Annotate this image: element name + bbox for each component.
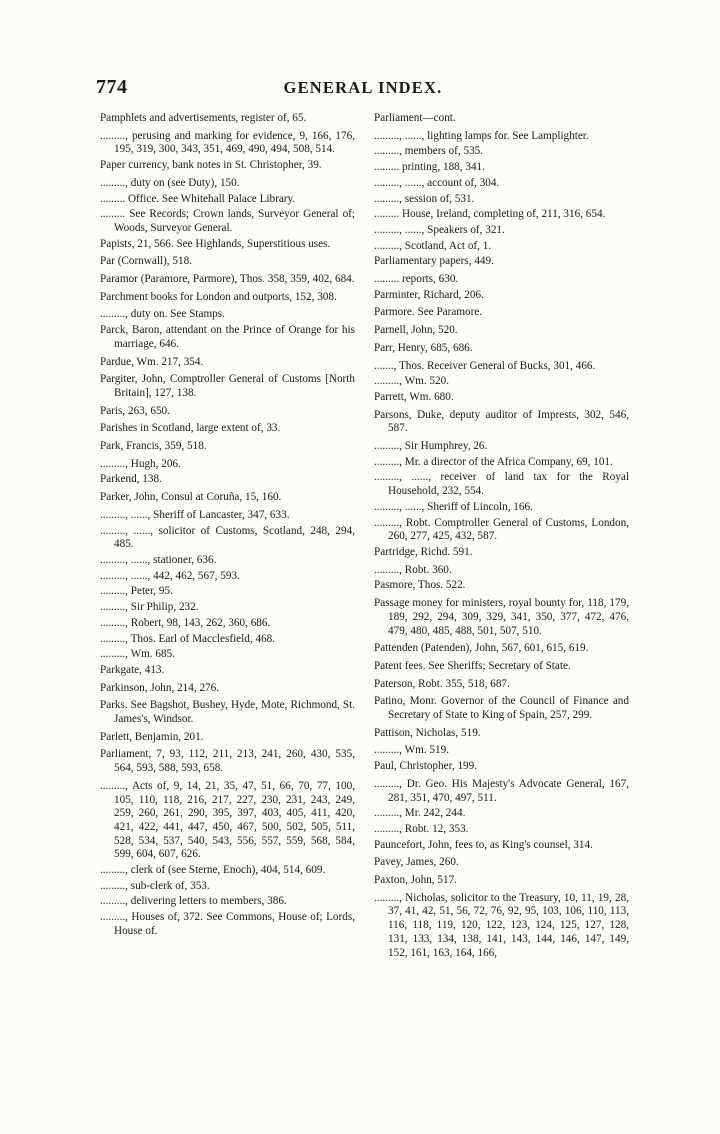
index-entry: ........., Nicholas, solicitor to the Treasury, 10, 11, 19, 28, 37, 41, 42, 51, 56, 72, 76, 92, 95, 103, 106, 110, 113, 116, 118, 119, 120, 122, 123, 124, 125, 127, 128, 131, 133, 134, 138, 141, 143, 144, 146, 147, 149, 152, 161, 163, 164, 166, bbox=[374, 891, 629, 959]
index-entry: ........., Robt. 360. bbox=[374, 563, 452, 576]
index-entry: Parker, John, Consul at Coruña, 15, 160. bbox=[100, 491, 282, 504]
index-entry: ........., Robt. Comptroller General of Customs, London, 260, 277, 425, 432, 587. bbox=[374, 516, 629, 543]
index-entry: ........., ......, lighting lamps for. See Lamplighter. bbox=[374, 129, 589, 142]
index-entry: Paterson, Robt. 355, 518, 687. bbox=[374, 677, 510, 690]
running-title: GENERAL INDEX. bbox=[283, 78, 443, 97]
index-entry: Parck, Baron, attendant on the Prince of Orange for his marriage, 646. bbox=[100, 324, 355, 350]
index-entry: ........., Thos. Earl of Macclesfield, 468. bbox=[100, 632, 276, 645]
index-entry: Paramor (Paramore, Parmore), Thos. 358, 359, 402, 684. bbox=[100, 273, 355, 286]
index-entry: ......... printing, 188, 341. bbox=[374, 161, 485, 174]
index-entry: ........., Wm. 685. bbox=[100, 648, 175, 661]
index-entry: Paris, 263, 650. bbox=[100, 404, 170, 417]
index-entry: Pargiter, John, Comptroller General of Customs [North Britain], 127, 138. bbox=[100, 373, 355, 399]
index-entry: Parkend, 138. bbox=[100, 473, 162, 486]
index-entry: Papists, 21, 566. See Highlands, Superstitious uses. bbox=[100, 237, 331, 250]
index-entry: Parmore. See Paramore. bbox=[374, 306, 483, 319]
index-entry: Patent fees. See Sheriffs; Secretary of State. bbox=[374, 659, 571, 672]
index-entry: Patino, Monr. Governor of the Council of Finance and Secretary of State to King of Spain, 257, 299. bbox=[374, 695, 629, 722]
index-entry: ........., Hugh, 206. bbox=[100, 457, 181, 470]
page-number: 774 bbox=[96, 76, 128, 98]
index-entry: Pamphlets and advertisements, register of, 65. bbox=[100, 112, 307, 124]
index-entry: Parr, Henry, 685, 686. bbox=[374, 341, 473, 354]
index-entry: ......... Office. See Whitehall Palace Library. bbox=[100, 192, 296, 205]
index-entry: ......... House, Ireland, completing of, 211, 316, 654. bbox=[374, 208, 606, 221]
index-entry: Pavey, James, 260. bbox=[374, 856, 459, 869]
index-entry: Pattenden (Patenden), John, 567, 601, 615, 619. bbox=[374, 642, 589, 655]
index-entry: Partridge, Richd. 591. bbox=[374, 545, 473, 558]
index-entry: ........., ......, Speakers of, 321. bbox=[374, 223, 505, 236]
index-entry: Park, Francis, 359, 518. bbox=[100, 440, 207, 453]
index-entry: Parkgate, 413. bbox=[100, 663, 165, 676]
index-entry: ........., members of, 535. bbox=[374, 145, 484, 158]
index-entry: Parnell, John, 520. bbox=[374, 324, 458, 337]
index-entry: ........., Dr. Geo. His Majesty's Advocate General, 167, 281, 351, 470, 497, 511. bbox=[374, 777, 629, 804]
index-entry: Parrett, Wm. 680. bbox=[374, 390, 454, 403]
index-entry: ........., duty on. See Stamps. bbox=[100, 308, 225, 321]
index-entry: ........., Acts of, 9, 14, 21, 35, 47, 51, 66, 70, 77, 100, 105, 110, 118, 216, 217, 227, 230, 231, 243, 249, 259, 260, 261, 290, 395, 397, 403, 405, 411, 420, 421, 422, 441, 447, 450, 467, 500, 502, 505, 511, 528, 534, 537, 540, 543, 556, 557, 559, 568, 584, 599, 604, 607, 626. bbox=[100, 779, 355, 861]
index-entry: ........., ......, solicitor of Customs, Scotland, 248, 294, 485. bbox=[100, 524, 355, 551]
index-entry: ........., Sir Philip, 232. bbox=[100, 601, 199, 614]
index-entry: Passage money for ministers, royal bounty for, 118, 179, 189, 292, 294, 309, 329, 341, 350, 377, 472, 476, 479, 480, 485, 488, 501, 507, 510. bbox=[374, 597, 629, 637]
index-entry: Paper currency, bank notes in St. Christopher, 39. bbox=[100, 159, 322, 172]
index-entry: ........., delivering letters to members, 386. bbox=[100, 895, 287, 908]
index-entry: Parsons, Duke, deputy auditor of Imprests, 302, 546, 587. bbox=[374, 408, 629, 435]
index-entry: ........., clerk of (see Sterne, Enoch), 404, 514, 609. bbox=[100, 864, 326, 877]
index-entry: Pasmore, Thos. 522. bbox=[374, 579, 466, 592]
index-entry: ........., ......, stationer, 636. bbox=[100, 553, 217, 566]
index-entry: Parkinson, John, 214, 276. bbox=[100, 681, 220, 694]
index-entry: ......... reports, 630. bbox=[374, 273, 459, 286]
page-header bbox=[96, 76, 630, 102]
index-entry: ........., Robt. 12, 353. bbox=[374, 822, 469, 835]
index-entry: ........., Wm. 519. bbox=[374, 744, 449, 757]
index-entry: ........., sub-clerk of, 353. bbox=[100, 879, 210, 892]
index-entry: ........., Sir Humphrey, 26. bbox=[374, 440, 488, 453]
index-entry: ........., Scotland, Act of, 1. bbox=[374, 239, 492, 252]
index-entry: ........., ......, 442, 462, 567, 593. bbox=[100, 569, 240, 582]
index-entry: ........., perusing and marking for evidence, 9, 166, 176, 195, 319, 300, 343, 351, 469, 490, 494, 508, 514. bbox=[100, 129, 355, 156]
index-entry: ......., Thos. Receiver General of Bucks, 301, 466. bbox=[374, 359, 596, 372]
index-entry: Parchment books for London and outports, 152, 308. bbox=[100, 290, 337, 303]
index-column-right bbox=[374, 112, 629, 962]
index-column-left bbox=[100, 112, 355, 941]
index-entry: Parminter, Richard, 206. bbox=[374, 288, 484, 301]
index-entry: ........., ......, Sheriff of Lancaster, 347, 633. bbox=[100, 508, 290, 521]
index-entry: ........., ......, receiver of land tax for the Royal Household, 232, 554. bbox=[374, 471, 629, 498]
index-entry: Parliament, 7, 93, 112, 211, 213, 241, 260, 430, 535, 564, 593, 588, 593, 658. bbox=[100, 748, 355, 775]
index-entry: ......... See Records; Crown lands, Surveyor General of; Woods, Surveyor General. bbox=[100, 208, 355, 234]
index-entry: Par (Cornwall), 518. bbox=[100, 255, 192, 268]
index-entry: Parliament—cont. bbox=[374, 112, 456, 124]
index-entry: ........., Wm. 520. bbox=[374, 375, 449, 388]
index-entry: ........., Houses of, 372. See Commons, House of; Lords, House of. bbox=[100, 911, 355, 937]
index-entry: ........., Mr. a director of the Africa Company, 69, 101. bbox=[374, 455, 613, 468]
index-entry: ........., session of, 531. bbox=[374, 192, 475, 205]
index-entry: Paxton, John, 517. bbox=[374, 874, 457, 887]
index-entry: ........., Mr. 242, 244. bbox=[374, 807, 466, 820]
index-entry: ........., ......, account of, 304. bbox=[374, 176, 500, 189]
index-entry: ........., ......, Sheriff of Lincoln, 166. bbox=[374, 500, 533, 513]
index-entry: ........., Robert, 98, 143, 262, 360, 686. bbox=[100, 616, 271, 629]
index-entry: ........., duty on (see Duty), 150. bbox=[100, 176, 240, 189]
index-entry: Parliamentary papers, 449. bbox=[374, 255, 494, 268]
index-entry: Parks. See Bagshot, Bushey, Hyde, Mote, Richmond, St. James's, Windsor. bbox=[100, 699, 355, 726]
index-entry: Pardue, Wm. 217, 354. bbox=[100, 355, 204, 368]
index-entry: Pattison, Nicholas, 519. bbox=[374, 726, 481, 739]
index-entry: Parishes in Scotland, large extent of, 33. bbox=[100, 422, 281, 435]
index-entry: ........., Peter, 95. bbox=[100, 585, 173, 598]
index-entry: Pauncefort, John, fees to, as King's counsel, 314. bbox=[374, 838, 593, 851]
index-entry: Paul, Christopher, 199. bbox=[374, 760, 478, 773]
index-entry: Parlett, Benjamin, 201. bbox=[100, 730, 204, 743]
